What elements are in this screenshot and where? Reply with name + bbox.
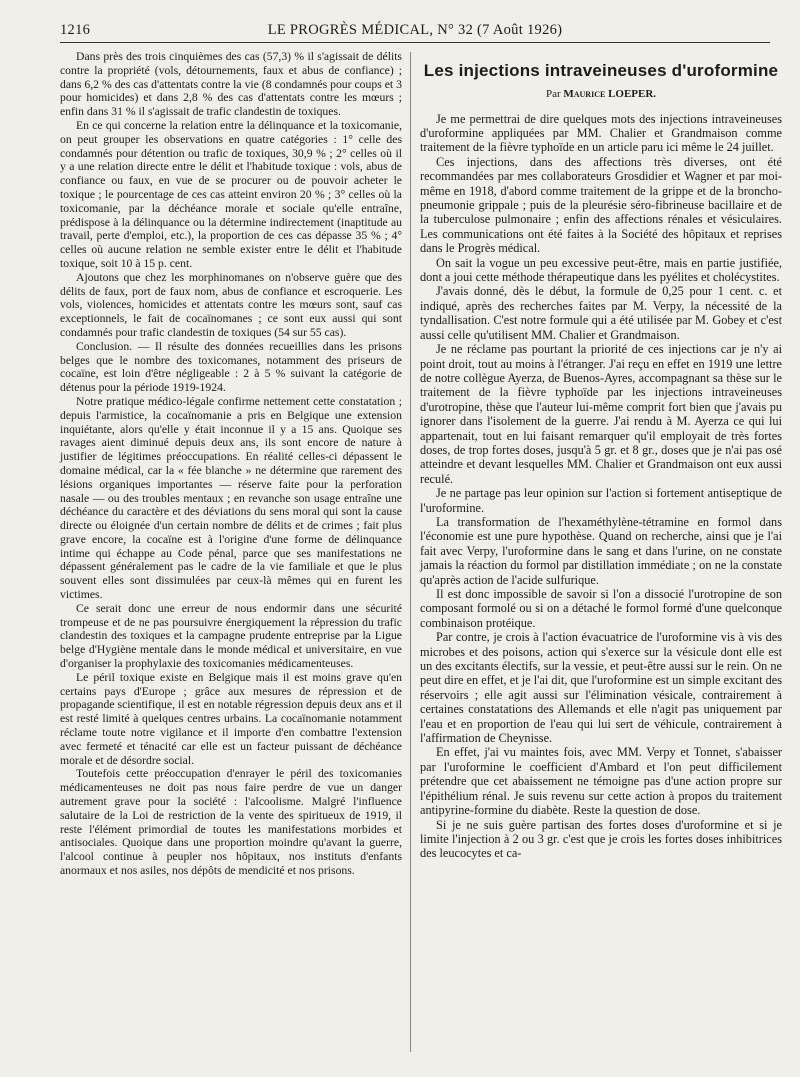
paragraph: Notre pratique médico-légale confirme nettement cette constatation ; depuis l'armistice, la cocaïnomanie a pris en Belgique une extension inquiétante, alors qu'elle y était inconnue il y a 15 ans. Quoique ses ravages aient diminué depuis deux ans, ils sont encore de nature à justifier de légitimes préoccupations. En réalité celles-ci dépassent le domaine médical, car la « fée blanche » ne détermine que rarement des lésions organiques importantes — réserve faite pour la perforation nasale — ou des troubles mentaux ; en revanche son usage entraîne une déchéance du caractère et des déviations du sens moral qui sont la cause directe ou éloignée d'un certain nombre de délits et de crimes ; fait plus grave encore, la cocaïne est à l'origine d'une forme de délinquance intime qui échappe au Code pénal, parce que ses manifestations ne dépassent généralement pas le cadre de la vie familiale et que le plus souvent elles sont dissimulées par ceux-là mêmes qui en furent les victimes. (60, 394, 402, 602)
paragraph: Ce serait donc une erreur de nous endormir dans une sécurité trompeuse et de ne pas poursuivre énergiquement la répression du trafic clandestin des toxiques et la campagne prudente entreprise par la Ligue belge d'Hygiène mentale dans le monde médical et universitaire, en vue d'organiser la prophylaxie des toxicomanies médicamenteuses. (60, 601, 402, 671)
paragraph: Je ne partage pas leur opinion sur l'action si fortement antiseptique de l'uroformine. (420, 486, 782, 515)
paragraph: Ajoutons que chez les morphinomanes on n'observe guère que des délits de faux, port de faux nom, abus de confiance et escroquerie. Les vols, violences, homicides et attentats contre les mœurs sont, sauf cas exceptionnels, le fait de cocaïnomanes ; ce sont eux aussi qui sont condamnés pour trafic clandestin de toxiques (54 sur 55 cas). (60, 270, 402, 339)
running-title: LE PROGRÈS MÉDICAL, N° 32 (7 Août 1926) (267, 22, 563, 38)
column-divider (410, 52, 411, 1052)
header-rule (60, 42, 770, 43)
paragraph: Toutefois cette préoccupation d'enrayer le péril des toxicomanies médicamenteuses ne doit pas nous faire perdre de vue un danger autrement grave pour la société : l'alcoolisme. Malgré l'influence salutaire de la Loi de restriction de la vente des spiritueux de 1919, il reste l'élément primordial de toutes les manifestations morbides et antisociales. Quoique dans une proportion moindre qu'avant la guerre, l'alcool continue à peupler nos hôpitaux, nos instituts d'enfants anormaux et nos asiles, nos dépôts de mendicité et nos prisons. (60, 767, 402, 878)
paragraph: Je me permettrai de dire quelques mots des injections intraveineuses d'uroformine appliquées par MM. Chalier et Grandmaison comme traitement de la fièvre typhoïde en un article paru ici même le 24 juillet. (420, 111, 782, 155)
paragraph: On sait la vogue un peu excessive peut-être, mais en partie justifiée, dont a joui cette méthode thérapeutique dans les pyélites et cholécystites. (420, 255, 782, 285)
paragraph: Ces injections, dans des affections très diverses, ont été recommandées par mes collaborateurs Grosdidier et Wagner et par moi-même en 1918, d'abord comme traitement de la grippe et de la broncho-pneumonie grippale ; puis de la pleurésie séro-fibrineuse bacillaire et de la tuberculose pulmonaire ; enfin des affections rénales et vésiculaires. Les communications ont été faites à la Société des hôpitaux et reprises dans le Progrès médical. (420, 154, 782, 256)
byline-author: Maurice LOEPER. (563, 87, 657, 100)
paragraph: Il est donc impossible de savoir si l'on a dissocié l'urotropine de son composant formolé ou si on a détaché le formol formé d'une quelconque combinaison protéique. (420, 587, 782, 630)
paragraph: Si je ne suis guère partisan des fortes doses d'uroformine et si je limite l'injection à 2 ou 3 gr. c'est que je crois les fortes doses inhibitrices des leucocytes et ca- (420, 817, 782, 861)
paragraph: Dans près des trois cinquièmes des cas (57,3) % il s'agissait de délits contre la propriété (vols, détournements, faux et abus de confiance) ; dans 6,2 % des cas d'attentats contre la vie (8 condamnés pour coups et 3 pour homicides) et dans 2,8 % des cas d'attentats contre les mœurs ; enfin dans 31 % il s'agissait de trafic clandestin de toxiques. (60, 50, 402, 119)
paragraph: En effet, j'ai vu maintes fois, avec MM. Verpy et Tonnet, s'abaisser par l'uroformine le coefficient d'Ambard et l'on peut difficilement prétendre que cet abaissement ne témoigne pas d'une action propre sur l'épithélium rénal. Je suis revenu sur cette action à propos du traitement antipyrine-formine du diabète. Reste la question de dose. (420, 745, 782, 818)
byline (420, 88, 782, 102)
paragraph: En ce qui concerne la relation entre la délinquance et la toxicomanie, on peut grouper les observations en quatre catégories : 1° celle des condamnés pour détention ou trafic de toxiques, 30,9 % ; 2° celles où il y a une relation directe entre le délit et l'habitude toxique : vols, abus de confiance ou faux, en vue de se procurer ou de pouvoir acheter le toxique ; le pourcentage de ces cas atteint environ 20 % ; 3° celles où la toxicomanie, par la déchéance morale et sociale qu'elle entraîne, prédispose à la délinquance ou la détermine indirectement (inaptitude au travail, perte d'emploi, etc.), la proportion de ces cas dépasse 35 % ; 4° celles où aucune relation ne semble exister entre le délit et l'habitude toxique, soit 10 à 15 p. cent. (60, 118, 402, 270)
paragraph: J'avais donné, dès le début, la formule de 0,25 pour 1 cent. c. et indiqué, après des recherches faites par M. Verpy, la nécessité de la tyndallisation. C'est notre formule qui a été utilisée par M. Gobey et c'est aussi celle qu'utilisent MM. Chalier et Grandmaison. (420, 284, 782, 342)
page-number: 1216 (60, 22, 91, 38)
byline-prefix: Par (545, 87, 561, 100)
paragraph: Conclusion. — Il résulte des données recueillies dans les prisons belges que le nombre des toxicomanes, notamment des priseurs de cocaïne, est loin d'être négligeable : 2 à 5 % suivant la catégorie de détenus pour la période 1919-1924. (60, 339, 402, 395)
running-header (60, 22, 770, 40)
paragraph: Je ne réclame pas pourtant la priorité de ces injections car je n'y ai point droit, tout au moins à l'étranger. J'ai reçu en effet en 1919 une lettre de notre collègue Ayerza, de Buenos-Ayres, accompagnant sa thèse sur le traitement de la fièvre typhoïde par les injections intraveineuses d'urotropine, thèse que l'auteur lui-même comprit fort bien que j'avais pu ignorer dans l'isolement de la guerre. J'ai rendu à M. Ayerza ce qui lui appartenait, tout en lui faisant remarquer qu'il employait de très fortes doses, de trop fortes doses, jusqu'à 5 gr. et 8 gr., doses que je n'ai pas osé atteindre et devant lesquelles MM. Chalier et Grandmaison ont eux aussi reculé. (420, 342, 782, 486)
left-column (60, 50, 402, 878)
paragraph: La transformation de l'hexaméthylène-tétramine en formol dans l'économie est une pure hypothèse. Quand on recherche, ainsi que je l'ai fait avec Verpy, l'uroformine dans le sang et dans l'urine, on ne constate jamais la réaction du formol par distillation immédiate ; on ne la constate qu'après action de l'acide sulfurique. (420, 514, 782, 587)
article-title: Les injections intraveineuses d'uroformine (423, 61, 779, 80)
paragraph: Par contre, je crois à l'action évacuatrice de l'uroformine vis à vis des microbes et des poisons, action qui s'exerce sur la vésicule dont elle est un des excitants électifs, sur la vessie, et peut-être aussi sur le rein. On ne peut dire en effet, et je l'ai dit, que l'uroformine est un simple excitant des réservoirs ; elle agit aussi sur l'élimination vésicale, contrairement à certaines constatations des Allemands et elle n'agit pas uniquement par l'eau et en proportion de l'eau qui lui sert de véhicule, contrairement à l'affirmation de Cheynisse. (420, 630, 782, 746)
right-column (420, 50, 782, 861)
paragraph: Le péril toxique existe en Belgique mais il est moins grave qu'en certains pays d'Europe ; grâce aux mesures de répression et de propagande scientifique, il est en notable régression depuis deux ans et il est resté limité à quelques centres urbains. La cocaïnomanie notamment réclame toute notre vigilance et il importe d'en combattre l'extension avec fermeté et ténacité car elle est un facteur puissant de déchéance morale et de désordre social. (60, 670, 402, 767)
